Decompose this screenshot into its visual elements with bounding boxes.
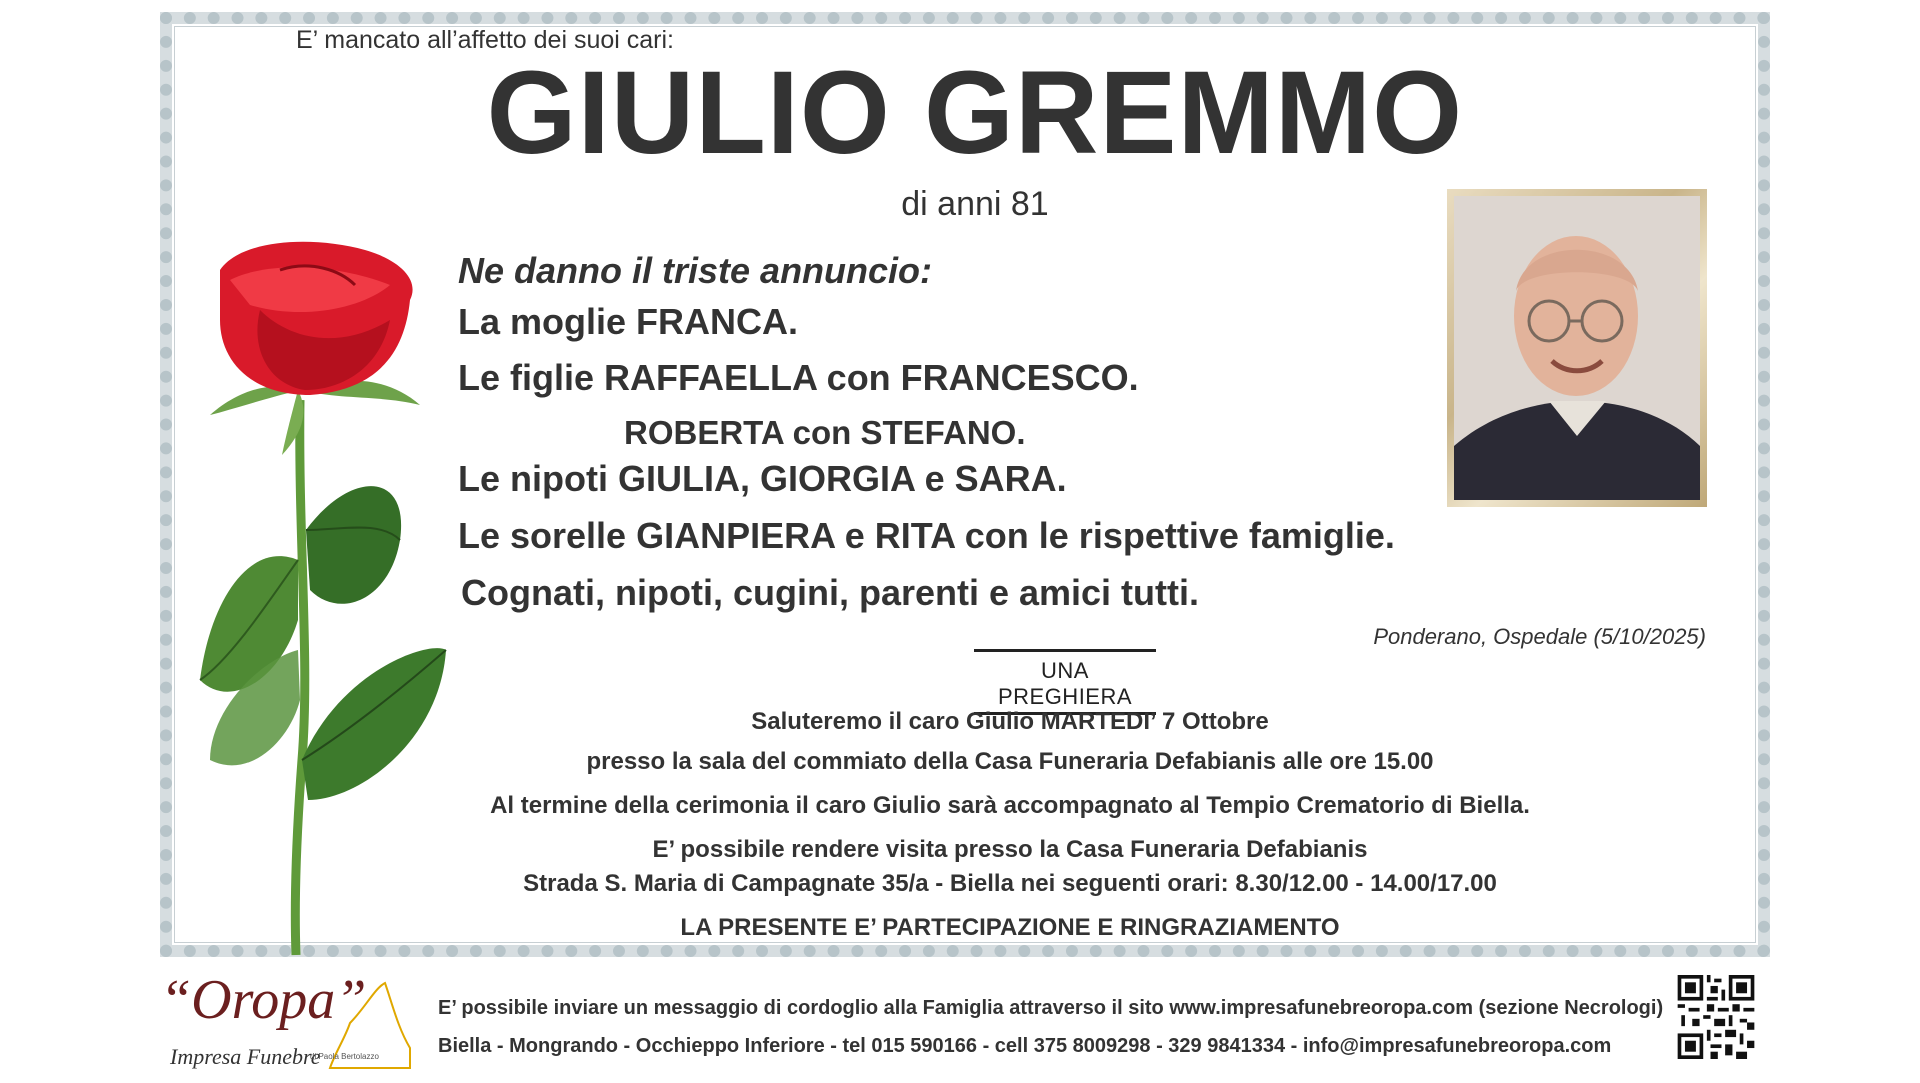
info-line: E’ possibile rendere visita presso la Casa Funeraria Defabianis — [652, 836, 1368, 863]
funeral-home-logo — [160, 968, 420, 1078]
info-line: Saluteremo il caro Giulio MARTEDI’ 7 Ottobre — [751, 708, 1269, 735]
portrait-photo — [1454, 196, 1700, 500]
deceased-age: di anni 81 — [901, 185, 1049, 223]
contacts-text: Biella - Mongrando - Occhieppo Inferiore - tel 015 590166 - cell 375 8009298 - 329 9841334 - info@impresafunebreoropa.com — [438, 1035, 1612, 1057]
family-line: Cognati, nipoti, cugini, parenti e amici tutti. — [461, 571, 1200, 613]
family-line: Le figlie RAFFAELLA con FRANCESCO. — [458, 357, 1139, 399]
portrait-frame — [1447, 189, 1707, 507]
portrait-icon — [1454, 196, 1700, 500]
family-line: Le nipoti GIULIA, GIORGIA e SARA. — [458, 458, 1067, 500]
info-line: presso la sala del commiato della Casa Funeraria Defabianis alle ore 15.00 — [586, 748, 1434, 775]
info-line: Al termine della cerimonia il caro Giulio sarà accompagnato al Tempio Crematorio di Biella. — [490, 792, 1530, 819]
closing-line: LA PRESENTE E’ PARTECIPAZIONE E RINGRAZIAMENTO — [680, 914, 1340, 941]
logo-small-text: di Paola Bertolazzo — [310, 1052, 379, 1061]
info-line: Strada S. Maria di Campagnate 35/a - Biella nei seguenti orari: 8.30/12.00 - 14.00/17.00 — [523, 870, 1497, 897]
deceased-name-text: GIULIO GREMMO — [486, 47, 1463, 179]
announcement-lead: Ne danno il triste annuncio: — [458, 250, 933, 291]
intro-text: E’ mancato all’affetto dei suoi cari: — [296, 26, 674, 54]
family-line: Le sorelle GIANPIERA e RITA con le rispettive famiglie. — [458, 514, 1395, 556]
logo-subtitle: Impresa Funebre — [170, 1044, 321, 1069]
deceased-name — [0, 47, 1920, 179]
family-announcement — [458, 247, 1395, 617]
qr-code-icon — [1677, 975, 1755, 1059]
logo-name: “Oropa” — [160, 969, 367, 1031]
condolence-text: E’ possibile inviare un messaggio di cordoglio alla Famiglia attraverso il sito www.impresafunebreoropa.com (sezione Necrologi) — [438, 997, 1664, 1019]
family-line: ROBERTA con STEFANO. — [624, 413, 1026, 451]
family-line: La moglie FRANCA. — [458, 300, 799, 342]
prayer-label: UNA PREGHIERA — [974, 649, 1156, 715]
place-date: Ponderano, Ospedale (5/10/2025) — [1373, 624, 1706, 649]
